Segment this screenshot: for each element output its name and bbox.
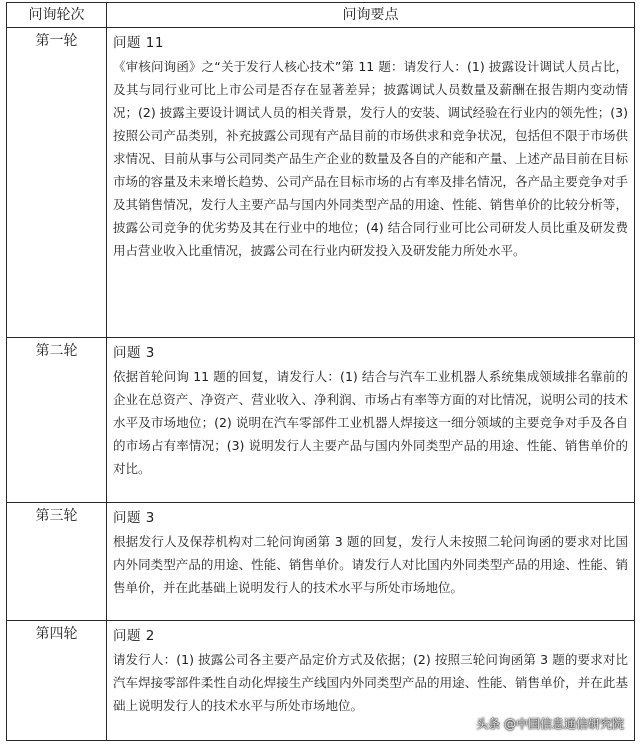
table-row [7, 338, 635, 503]
round-cell: 第三轮 [7, 503, 107, 621]
watermark: 头条 @中国信息通信研究院 [476, 717, 624, 731]
table-row [7, 503, 635, 621]
question-text: 根据发行人及保荐机构对二轮问询函第 3 题的回复，发行人未按照二轮问询函的要求对比国内外同类型产品的用途、性能、销售单价。请发行人对比国内外同类型产品的用途、性能、销售单价，并在此基础上说明发行人的技术水平与所处市场地位。 [113, 534, 628, 595]
content-cell [107, 28, 635, 338]
round-cell: 第四轮 [7, 621, 107, 741]
inquiry-table [6, 2, 635, 741]
content-cell [107, 338, 635, 503]
question-number: 问题 3 [113, 345, 155, 361]
table-row [7, 28, 635, 338]
question-text: 《审核问询函》之“关于发行人核心技术”第 11 题：请发行人：(1) 披露设计调试人员占比，及其与同行业可比上市公司是否存在显著差异；披露调试人员数量及薪酬在报告期内变动情况；(2) 披露主要设计调试人员的相关背景，发行人的安装、调试经验在行业内的领先性；(3) 按照公司产品类别，补充披露公司现有产品目前的市场供求和竞争状况，包括但不限于市场供求情况、目前从事与公司同类产品生产企业的数量及各自的产能和产量、上述产品目前在目标市场的容量及未来增长趋势、公司产品在目标市场的占有率及排名情况，各产品主要竞争对手及其销售情况，发行人主要产品与国内外同类型产品的用途、性能、销售单价的比较分析等，披露公司竞争的优劣势及其在行业中的地位；(4) 结合同行业可比公司研发人员比重及研发费用占营业收入比重情况，披露公司在行业内研发投入及研发能力所处水平。 [113, 59, 628, 258]
round-cell: 第一轮 [7, 28, 107, 338]
content-cell [107, 503, 635, 621]
header-round: 问询轮次 [7, 3, 107, 28]
table-header-row [7, 3, 635, 28]
question-number: 问题 2 [113, 628, 155, 644]
question-text: 依据首轮问询 11 题的回复，请发行人：(1) 结合与汽车工业机器人系统集成领域排名靠前的企业在总资产、净资产、营业收入、净利润、市场占有率等方面的对比情况，说明公司的技术水平及市场地位；(2) 说明在汽车零部件工业机器人焊接这一细分领域的主要竞争对手及各自的市场占有率情况；(3) 说明发行人主要产品与国内外同类型产品的用途、性能、销售单价的对比。 [113, 369, 628, 476]
question-number: 问题 11 [113, 35, 164, 51]
question-text: 请发行人：(1) 披露公司各主要产品定价方式及依据；(2) 按照三轮问询函第 3 题的要求对比汽车焊接零部件柔性自动化焊接生产线国内外同类型产品的用途、性能、销售单价，并在此基础上说明发行人的技术水平与所处市场地位。 [113, 652, 628, 713]
question-number: 问题 3 [113, 510, 155, 526]
round-cell: 第二轮 [7, 338, 107, 503]
header-points: 问询要点 [107, 3, 635, 28]
